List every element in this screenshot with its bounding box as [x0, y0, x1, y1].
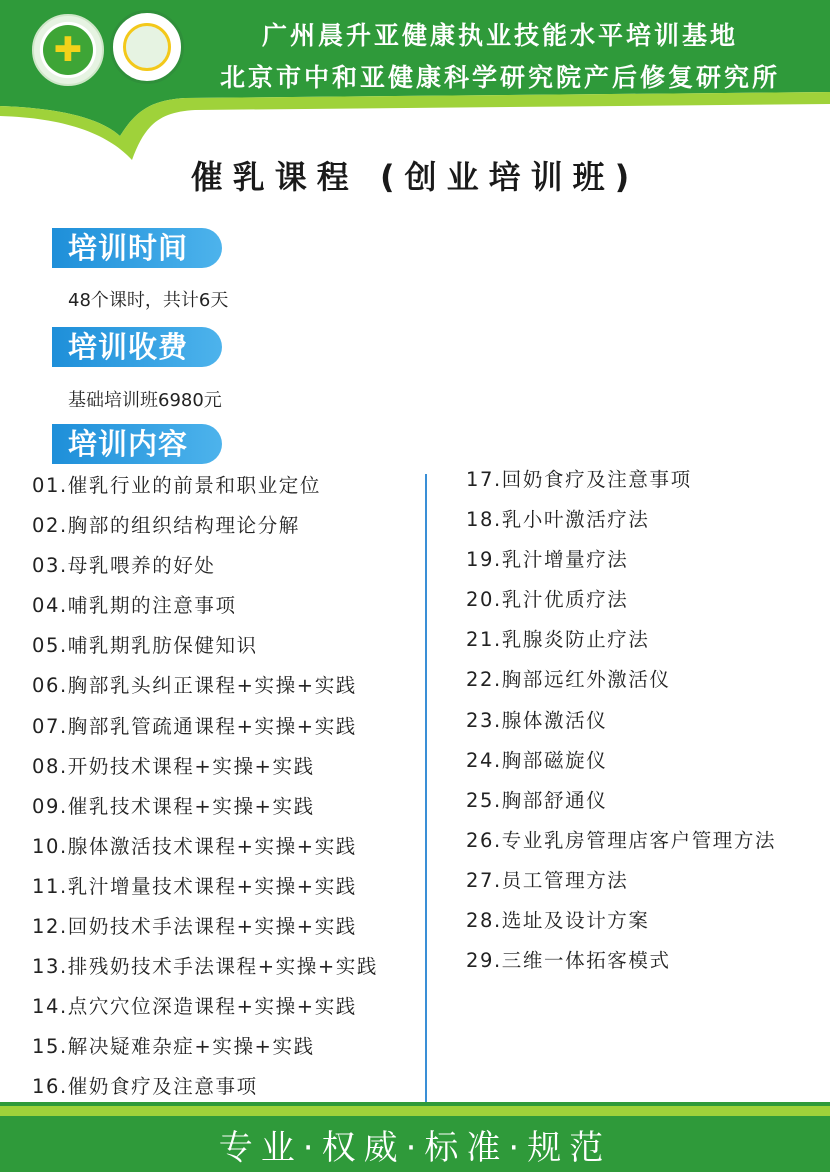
list-item: 04.哺乳期的注意事项 [32, 594, 237, 618]
list-item: 08.开奶技术课程+实操+实践 [32, 754, 315, 778]
list-item: 13.排残奶技术手法课程+实操+实践 [32, 955, 378, 979]
list-item: 29.三维一体拓客模式 [466, 949, 671, 973]
list-item: 06.胸部乳头纠正课程+实操+实践 [32, 674, 357, 698]
list-item: 12.回奶技术手法课程+实操+实践 [32, 915, 357, 939]
list-item: 20.乳汁优质疗法 [466, 588, 629, 612]
institute-seal-logo [110, 10, 184, 84]
seal-emblem-icon [123, 23, 171, 71]
cross-icon: ✚ [53, 30, 83, 70]
list-item: 11.乳汁增量技术课程+实操+实践 [32, 874, 357, 898]
list-item: 16.催奶食疗及注意事项 [32, 1075, 258, 1099]
list-item: 26.专业乳房管理店客户管理方法 [466, 828, 777, 852]
training-fee-text: 基础培训班6980元 [68, 390, 222, 411]
list-item: 05.哺乳期乳肪保健知识 [32, 634, 258, 658]
list-item: 22.胸部远红外激活仪 [466, 668, 671, 692]
course-list-left [32, 466, 378, 1108]
list-item: 01.催乳行业的前景和职业定位 [32, 474, 322, 497]
header-line-2: 北京市中和亚健康科学研究院产后修复研究所 [219, 63, 780, 92]
list-item: 24.胸部磁旋仪 [466, 748, 608, 772]
section-label-fee: 培训收费 [52, 327, 222, 367]
list-item: 25.胸部舒通仪 [466, 788, 608, 812]
list-item: 23.腺体激活仪 [466, 708, 608, 732]
list-item: 02.胸部的组织结构理论分解 [32, 514, 300, 538]
column-divider [425, 474, 427, 1108]
list-item: 27.员工管理方法 [466, 868, 629, 892]
list-item: 09.催乳技术课程+实操+实践 [32, 794, 315, 818]
list-item: 07.胸部乳管疏通课程+实操+实践 [32, 714, 357, 738]
list-item: 15.解决疑难杂症+实操+实践 [32, 1035, 315, 1059]
list-item: 14.点穴穴位深造课程+实操+实践 [32, 995, 357, 1019]
section-label-content: 培训内容 [52, 424, 222, 464]
course-list-right [466, 460, 776, 981]
medical-cross-logo [32, 14, 104, 86]
list-item: 10.腺体激活技术课程+实操+实践 [32, 834, 357, 858]
page-title: 催乳课程 (创业培训班) [190, 158, 640, 196]
list-item: 03.母乳喂养的好处 [32, 554, 216, 578]
header-line-1: 广州晨升亚健康执业技能水平培训基地 [261, 21, 738, 50]
footer-slogan: 专业·权威·标准·规范 [218, 1128, 612, 1168]
list-item: 17.回奶食疗及注意事项 [466, 468, 692, 491]
list-item: 21.乳腺炎防止疗法 [466, 628, 650, 652]
list-item: 28.选址及设计方案 [466, 909, 650, 933]
list-item: 18.乳小叶激活疗法 [466, 508, 650, 532]
footer-stripe [0, 1106, 830, 1116]
training-time-text: 48个课时，共计6天 [68, 290, 229, 311]
list-item: 19.乳汁增量疗法 [466, 548, 629, 572]
section-label-time: 培训时间 [52, 228, 222, 268]
